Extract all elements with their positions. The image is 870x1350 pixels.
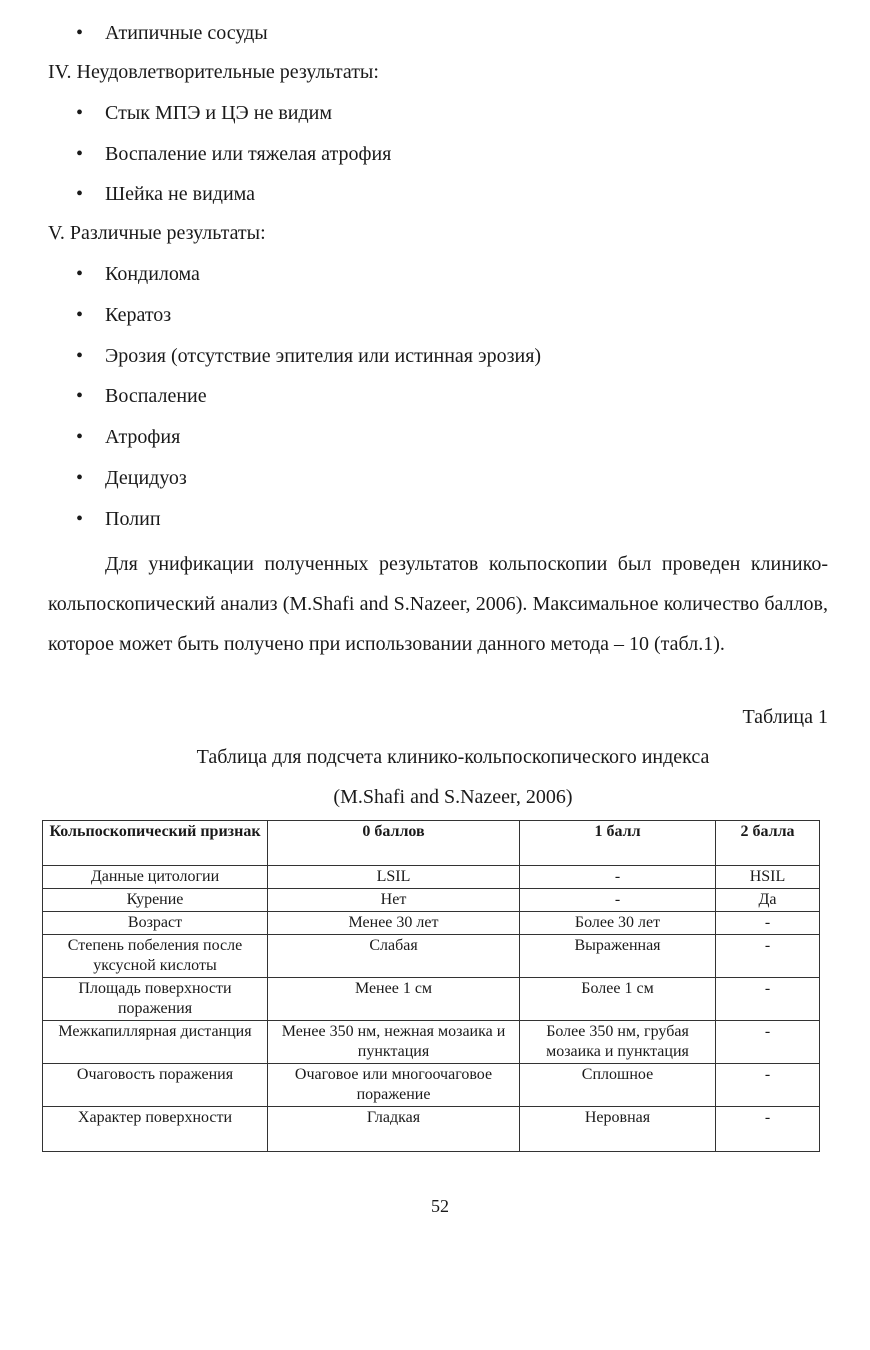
list-item-text: Воспаление [105, 385, 207, 407]
table-cell: - [716, 935, 820, 978]
table-cell: Сплошное [520, 1064, 716, 1107]
table-cell: Более 350 нм, грубая мозаика и пунктация [520, 1021, 716, 1064]
table-cell: Нет [268, 889, 520, 912]
bullet-icon: • [76, 385, 84, 407]
bullet-icon: • [76, 143, 84, 165]
table-cell: Очаговое или многоочаговое поражение [268, 1064, 520, 1107]
bullet-icon: • [76, 263, 84, 285]
table-row [43, 866, 820, 889]
table-cell: Курение [43, 889, 268, 912]
bullet-icon: • [76, 183, 84, 205]
list-item-text: Децидуоз [105, 467, 187, 489]
table-cell: Гладкая [268, 1107, 520, 1152]
table-header-row [43, 821, 820, 866]
table-cell: - [716, 1021, 820, 1064]
table-title: Таблица для подсчета клинико-кольпоскопического индекса [196, 746, 710, 768]
list-item-text: Шейка не видима [105, 183, 256, 205]
table-cell: Более 30 лет [520, 912, 716, 935]
list-item-text: Атрофия [105, 426, 181, 448]
bullet-icon: • [76, 508, 84, 530]
list-item-text: Кондилома [105, 263, 200, 285]
bullet-icon: • [76, 467, 84, 489]
table-label: Таблица 1 [742, 706, 828, 728]
table-row [43, 978, 820, 1021]
table-row [43, 1064, 820, 1107]
table-cell: Менее 1 см [268, 978, 520, 1021]
list-item-text: Атипичные сосуды [105, 22, 268, 44]
table-cell: Межкапиллярная дистанция [43, 1021, 268, 1064]
bullet-icon: • [76, 304, 84, 326]
table-cell: Возраст [43, 912, 268, 935]
bullet-icon: • [76, 22, 84, 44]
table-cell: - [520, 866, 716, 889]
table-cell: Менее 350 нм, нежная мозаика и пунктация [268, 1021, 520, 1064]
page-number: 52 [431, 1196, 449, 1216]
bullet-icon: • [76, 345, 84, 367]
table-subtitle: (M.Shafi and S.Nazeer, 2006) [333, 786, 573, 808]
table-cell: - [716, 1107, 820, 1152]
table-cell: - [716, 912, 820, 935]
table-cell: Площадь поверхности поражения [43, 978, 268, 1021]
table-cell: LSIL [268, 866, 520, 889]
table-row [43, 912, 820, 935]
colposcopy-index-table [42, 820, 820, 1152]
section-v-heading: V. Различные результаты: [48, 222, 266, 244]
header-0-points: 0 баллов [268, 821, 520, 866]
bullet-icon: • [76, 102, 84, 124]
list-item-text: Полип [105, 508, 161, 530]
table-cell: - [716, 978, 820, 1021]
table-cell: - [716, 1064, 820, 1107]
table-row [43, 889, 820, 912]
table-cell: Слабая [268, 935, 520, 978]
table-row [43, 1021, 820, 1064]
header-feature: Кольпоскопический признак [43, 821, 268, 866]
table-cell: Очаговость поражения [43, 1064, 268, 1107]
table-cell: Выраженная [520, 935, 716, 978]
table-row [43, 935, 820, 978]
list-item-text: Кератоз [105, 304, 172, 326]
table-cell: Менее 30 лет [268, 912, 520, 935]
table-cell: Степень побеления после уксусной кислоты [43, 935, 268, 978]
table-cell: Более 1 см [520, 978, 716, 1021]
table-cell: Неровная [520, 1107, 716, 1152]
table-cell: Характер поверхности [43, 1107, 268, 1152]
bullet-icon: • [76, 426, 84, 448]
table-cell: - [520, 889, 716, 912]
list-item-text: Воспаление или тяжелая атрофия [105, 143, 392, 165]
table-cell: Да [716, 889, 820, 912]
table-cell: HSIL [716, 866, 820, 889]
section-iv-heading: IV. Неудовлетворительные результаты: [48, 61, 379, 83]
header-2-points: 2 балла [716, 821, 820, 866]
body-paragraph: Для унификации полученных результатов кольпоскопии был проведен клинико-кольпоскопический анализ (M.Shafi and S.Nazeer, 2006). Максимальное количество баллов, которое может быть получено при использовании данного метода – 10 (табл.1). [48, 553, 828, 655]
list-item-text: Стык МПЭ и ЦЭ не видим [105, 102, 333, 124]
table-row [43, 1107, 820, 1152]
table-cell: Данные цитологии [43, 866, 268, 889]
header-1-point: 1 балл [520, 821, 716, 866]
list-item-text: Эрозия (отсутствие эпителия или истинная эрозия) [105, 345, 542, 367]
